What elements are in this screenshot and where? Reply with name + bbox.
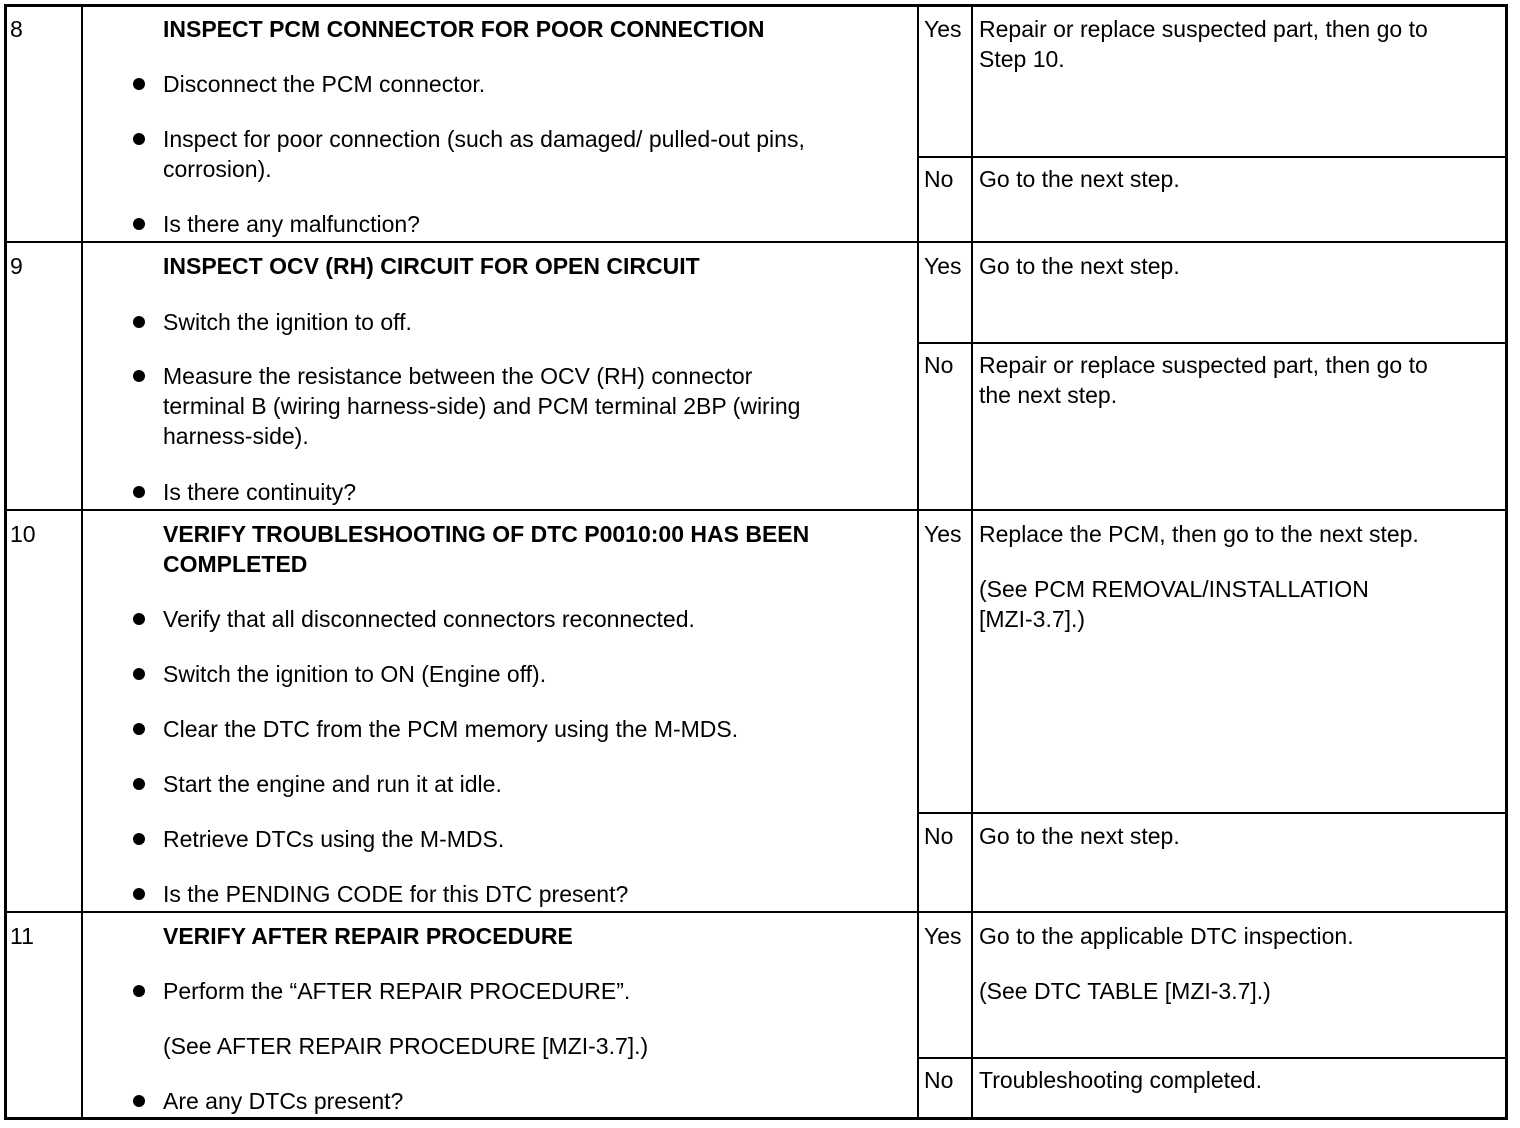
step-instruction: Perform the “AFTER REPAIR PROCEDURE”. [163, 978, 631, 1004]
yes-reference: (See DTC TABLE [MZI-3.7].) [979, 978, 1271, 1004]
no-label: No [924, 166, 954, 192]
step-question: Is there continuity? [163, 479, 357, 505]
no-label: No [924, 352, 954, 378]
bullet-icon [133, 370, 145, 382]
yes-label: Yes [924, 16, 962, 42]
bullet-icon [133, 668, 145, 680]
no-label: No [924, 823, 954, 849]
step-question: Is there any malfunction? [163, 211, 420, 237]
bullet-icon [133, 133, 145, 145]
no-action: the next step. [979, 382, 1118, 408]
step-instruction: corrosion). [163, 156, 272, 182]
yes-action: Replace the PCM, then go to the next step. [979, 521, 1419, 547]
step-title: INSPECT PCM CONNECTOR FOR POOR CONNECTION [163, 16, 765, 42]
step-instruction: Retrieve DTCs using the M-MDS. [163, 826, 505, 852]
bullet-icon [133, 486, 145, 498]
step-title: VERIFY TROUBLESHOOTING OF DTC P0010:00 HAS BEEN [163, 521, 810, 547]
yes-reference: (See PCM REMOVAL/INSTALLATION [979, 576, 1369, 602]
bullet-icon [133, 723, 145, 735]
yes-action: Go to the next step. [979, 253, 1180, 279]
step-instruction: Inspect for poor connection (such as damaged/ pulled-out pins, [163, 126, 805, 152]
no-action: Go to the next step. [979, 166, 1180, 192]
step-instruction: Switch the ignition to ON (Engine off). [163, 661, 547, 687]
step-instruction: Clear the DTC from the PCM memory using the M-MDS. [163, 716, 739, 742]
step-title: INSPECT OCV (RH) CIRCUIT FOR OPEN CIRCUIT [163, 253, 700, 279]
no-label: No [924, 1067, 954, 1093]
column-divider [81, 4, 83, 1120]
bullet-icon [133, 316, 145, 328]
yes-action: Go to the applicable DTC inspection. [979, 923, 1354, 949]
step-instruction: Disconnect the PCM connector. [163, 71, 486, 97]
step-note: (See AFTER REPAIR PROCEDURE [MZI-3.7].) [163, 1033, 649, 1059]
yes-label: Yes [924, 521, 962, 547]
bullet-icon [133, 218, 145, 230]
step-instruction: Switch the ignition to off. [163, 309, 412, 335]
yes-no-divider [917, 342, 1508, 344]
row-divider [4, 509, 1508, 511]
column-divider [917, 4, 919, 1120]
step-number: 8 [10, 16, 23, 42]
yes-label: Yes [924, 253, 962, 279]
yes-reference: [MZI-3.7].) [979, 606, 1086, 632]
step-question: Is the PENDING CODE for this DTC present? [163, 881, 629, 907]
step-title: COMPLETED [163, 551, 308, 577]
no-action: Troubleshooting completed. [979, 1067, 1262, 1093]
row-divider [4, 241, 1508, 243]
step-number: 10 [10, 521, 36, 547]
yes-no-divider [917, 156, 1508, 158]
yes-action: Step 10. [979, 46, 1065, 72]
yes-no-divider [917, 812, 1508, 814]
bullet-icon [133, 985, 145, 997]
step-title: VERIFY AFTER REPAIR PROCEDURE [163, 923, 573, 949]
no-action: Repair or replace suspected part, then go to [979, 352, 1428, 378]
row-divider [4, 911, 1508, 913]
step-instruction: terminal B (wiring harness-side) and PCM terminal 2BP (wiring [163, 393, 801, 419]
yes-no-divider [917, 1057, 1508, 1059]
bullet-icon [133, 888, 145, 900]
step-instruction: harness-side). [163, 423, 309, 449]
bullet-icon [133, 833, 145, 845]
yes-action: Repair or replace suspected part, then go to [979, 16, 1428, 42]
no-action: Go to the next step. [979, 823, 1180, 849]
step-question: Are any DTCs present? [163, 1088, 404, 1114]
column-divider [971, 4, 973, 1120]
step-instruction: Start the engine and run it at idle. [163, 771, 502, 797]
bullet-icon [133, 613, 145, 625]
bullet-icon [133, 78, 145, 90]
step-instruction: Verify that all disconnected connectors reconnected. [163, 606, 695, 632]
step-instruction: Measure the resistance between the OCV (RH) connector [163, 363, 753, 389]
step-number: 11 [10, 923, 34, 949]
yes-label: Yes [924, 923, 962, 949]
bullet-icon [133, 1095, 145, 1107]
step-number: 9 [10, 253, 23, 279]
bullet-icon [133, 778, 145, 790]
